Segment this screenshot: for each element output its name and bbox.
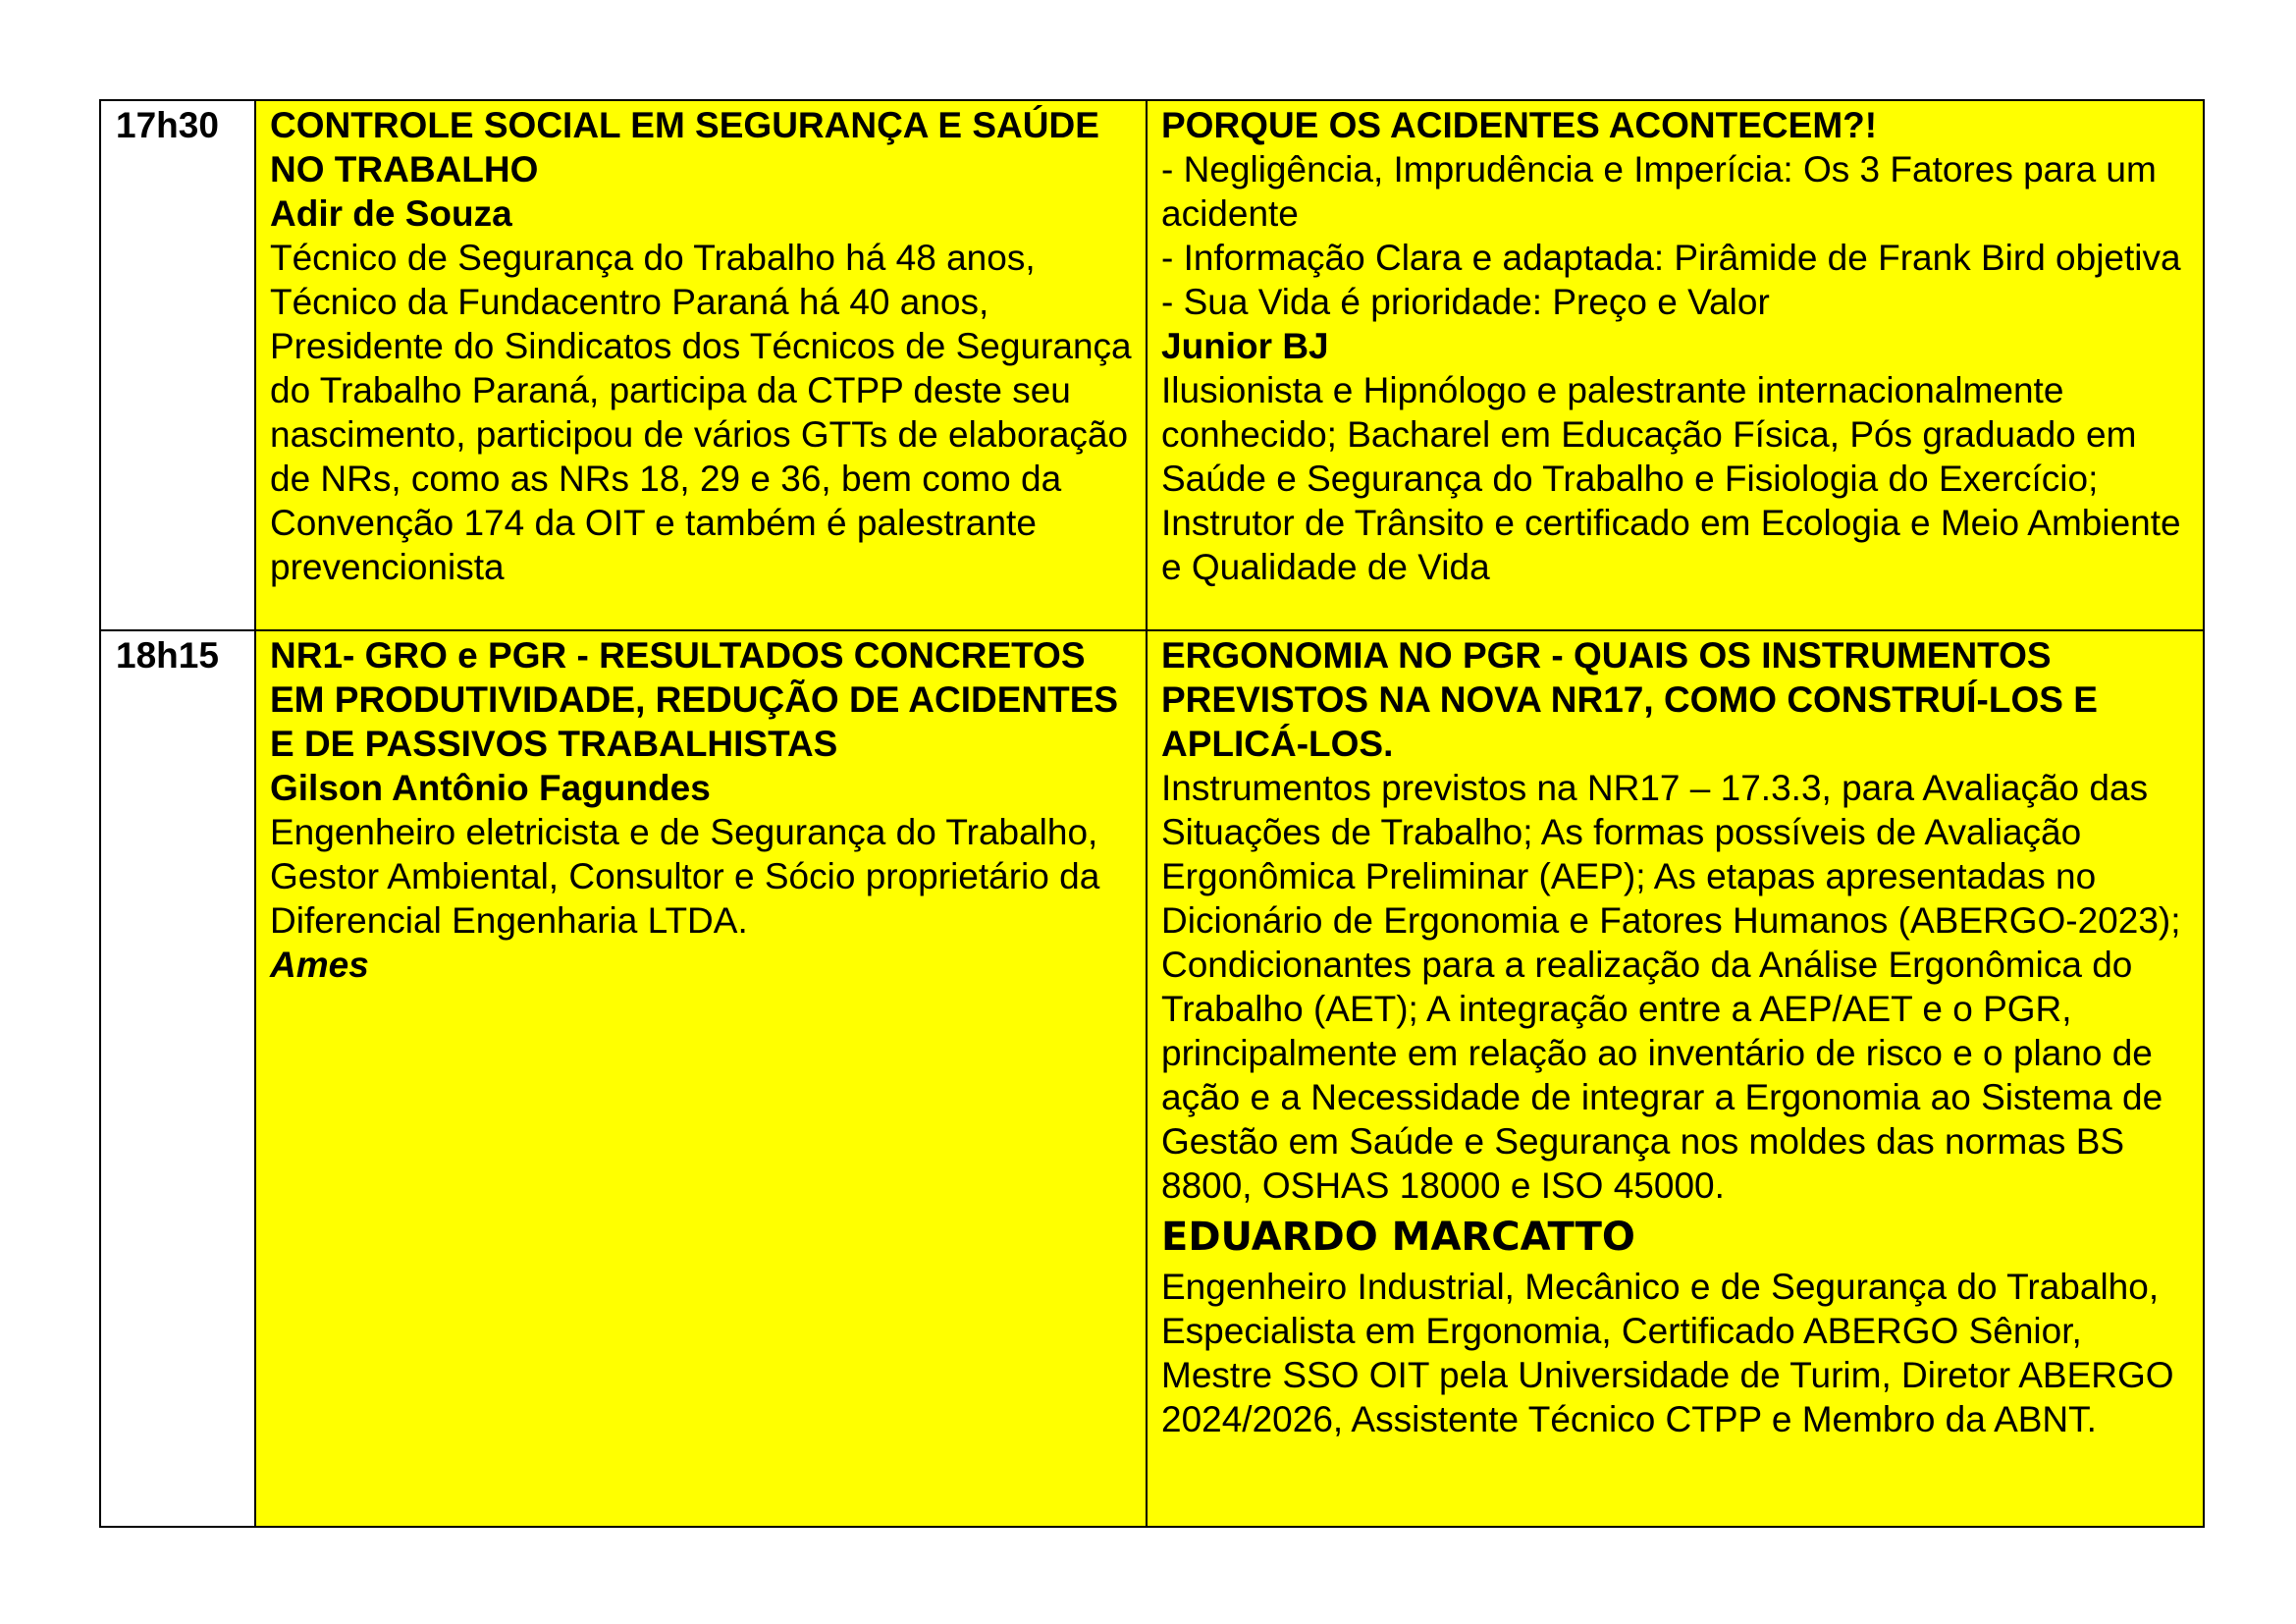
time-label: 18h15 <box>116 635 219 676</box>
session-title: NR1- GRO e PGR - RESULTADOS CONCRETOS EM PRODUTIVIDADE, REDUÇÃO DE ACIDENTES E DE PASSIVOS TRABALHISTAS <box>270 635 1119 764</box>
time-label: 17h30 <box>116 105 219 145</box>
speaker-name: EDUARDO MARCATTO <box>1161 1215 1635 1260</box>
speaker-name: Junior BJ <box>1161 326 1329 366</box>
session-cell-right <box>1147 100 2204 630</box>
session-title: ERGONOMIA NO PGR - QUAIS OS INSTRUMENTOS PREVISTOS NA NOVA NR17, COMO CONSTRUÍ-LOS E APLICÁ-LOS. <box>1161 635 2098 764</box>
session-title: CONTROLE SOCIAL EM SEGURANÇA E SAÚDE NO TRABALHO <box>270 105 1099 189</box>
topic-item: - Informação Clara e adaptada: Pirâmide de Frank Bird objetiva <box>1161 238 2181 278</box>
session-cell-right <box>1147 630 2204 1527</box>
time-cell <box>100 630 255 1527</box>
speaker-name: Gilson Antônio Fagundes <box>270 768 711 808</box>
speaker-bio: Técnico de Segurança do Trabalho há 48 anos, Técnico da Fundacentro Paraná há 40 anos, Presidente do Sindicatos dos Técnicos de Segurança do Trabalho Paraná, participa da CTPP deste seu nascimento, participou de vários GTTs de elaboração de NRs, como as NRs 18, 29 e 36, bem como da Convenção 174 da OIT e também é palestrante prevencionista <box>270 238 1132 587</box>
topic-item: - Negligência, Imprudência e Imperícia: Os 3 Fatores para um acidente <box>1161 149 2157 234</box>
speaker-name: Adir de Souza <box>270 193 512 234</box>
session-description: Instrumentos previstos na NR17 – 17.3.3, para Avaliação das Situações de Trabalho; As formas possíveis de Avaliação Ergonômica Preliminar (AEP); As etapas apresentadas no Dicionário de Ergonomia e Fatores Humanos (ABERGO-2023); Condicionantes para a realização da Análise Ergonômica do Trabalho (AET); A integração entre a AEP/AET e o PGR, principalmente em relação ao inventário de risco e o plano de ação e a Necessidade de integrar a Ergonomia ao Sistema de Gestão em Saúde e Segurança nos moldes das normas BS 8800, OSHAS 18000 e ISO 45000. <box>1161 768 2181 1206</box>
company-name: Ames <box>270 945 369 985</box>
session-cell-left <box>255 100 1147 630</box>
speaker-bio: Engenheiro eletricista e de Segurança do Trabalho, Gestor Ambiental, Consultor e Sócio proprietário da Diferencial Engenharia LTDA. <box>270 812 1100 941</box>
speaker-bio: Engenheiro Industrial, Mecânico e de Segurança do Trabalho, Especialista em Ergonomia, Certificado ABERGO Sênior, Mestre SSO OIT pela Universidade de Turim, Diretor ABERGO 2024/2026, Assistente Técnico CTPP e Membro da ABNT. <box>1161 1267 2174 1439</box>
schedule-table <box>99 99 2205 1528</box>
session-title: PORQUE OS ACIDENTES ACONTECEM?! <box>1161 105 1878 145</box>
session-cell-left <box>255 630 1147 1527</box>
topic-item: - Sua Vida é prioridade: Preço e Valor <box>1161 282 1770 322</box>
schedule-row-1730 <box>100 100 2204 630</box>
time-cell <box>100 100 255 630</box>
schedule-row-1815 <box>100 630 2204 1527</box>
speaker-bio: Ilusionista e Hipnólogo e palestrante internacionalmente conhecido; Bacharel em Educação Física, Pós graduado em Saúde e Segurança do Trabalho e Fisiologia do Exercício; Instrutor de Trânsito e certificado em Ecologia e Meio Ambiente e Qualidade de Vida <box>1161 370 2181 587</box>
